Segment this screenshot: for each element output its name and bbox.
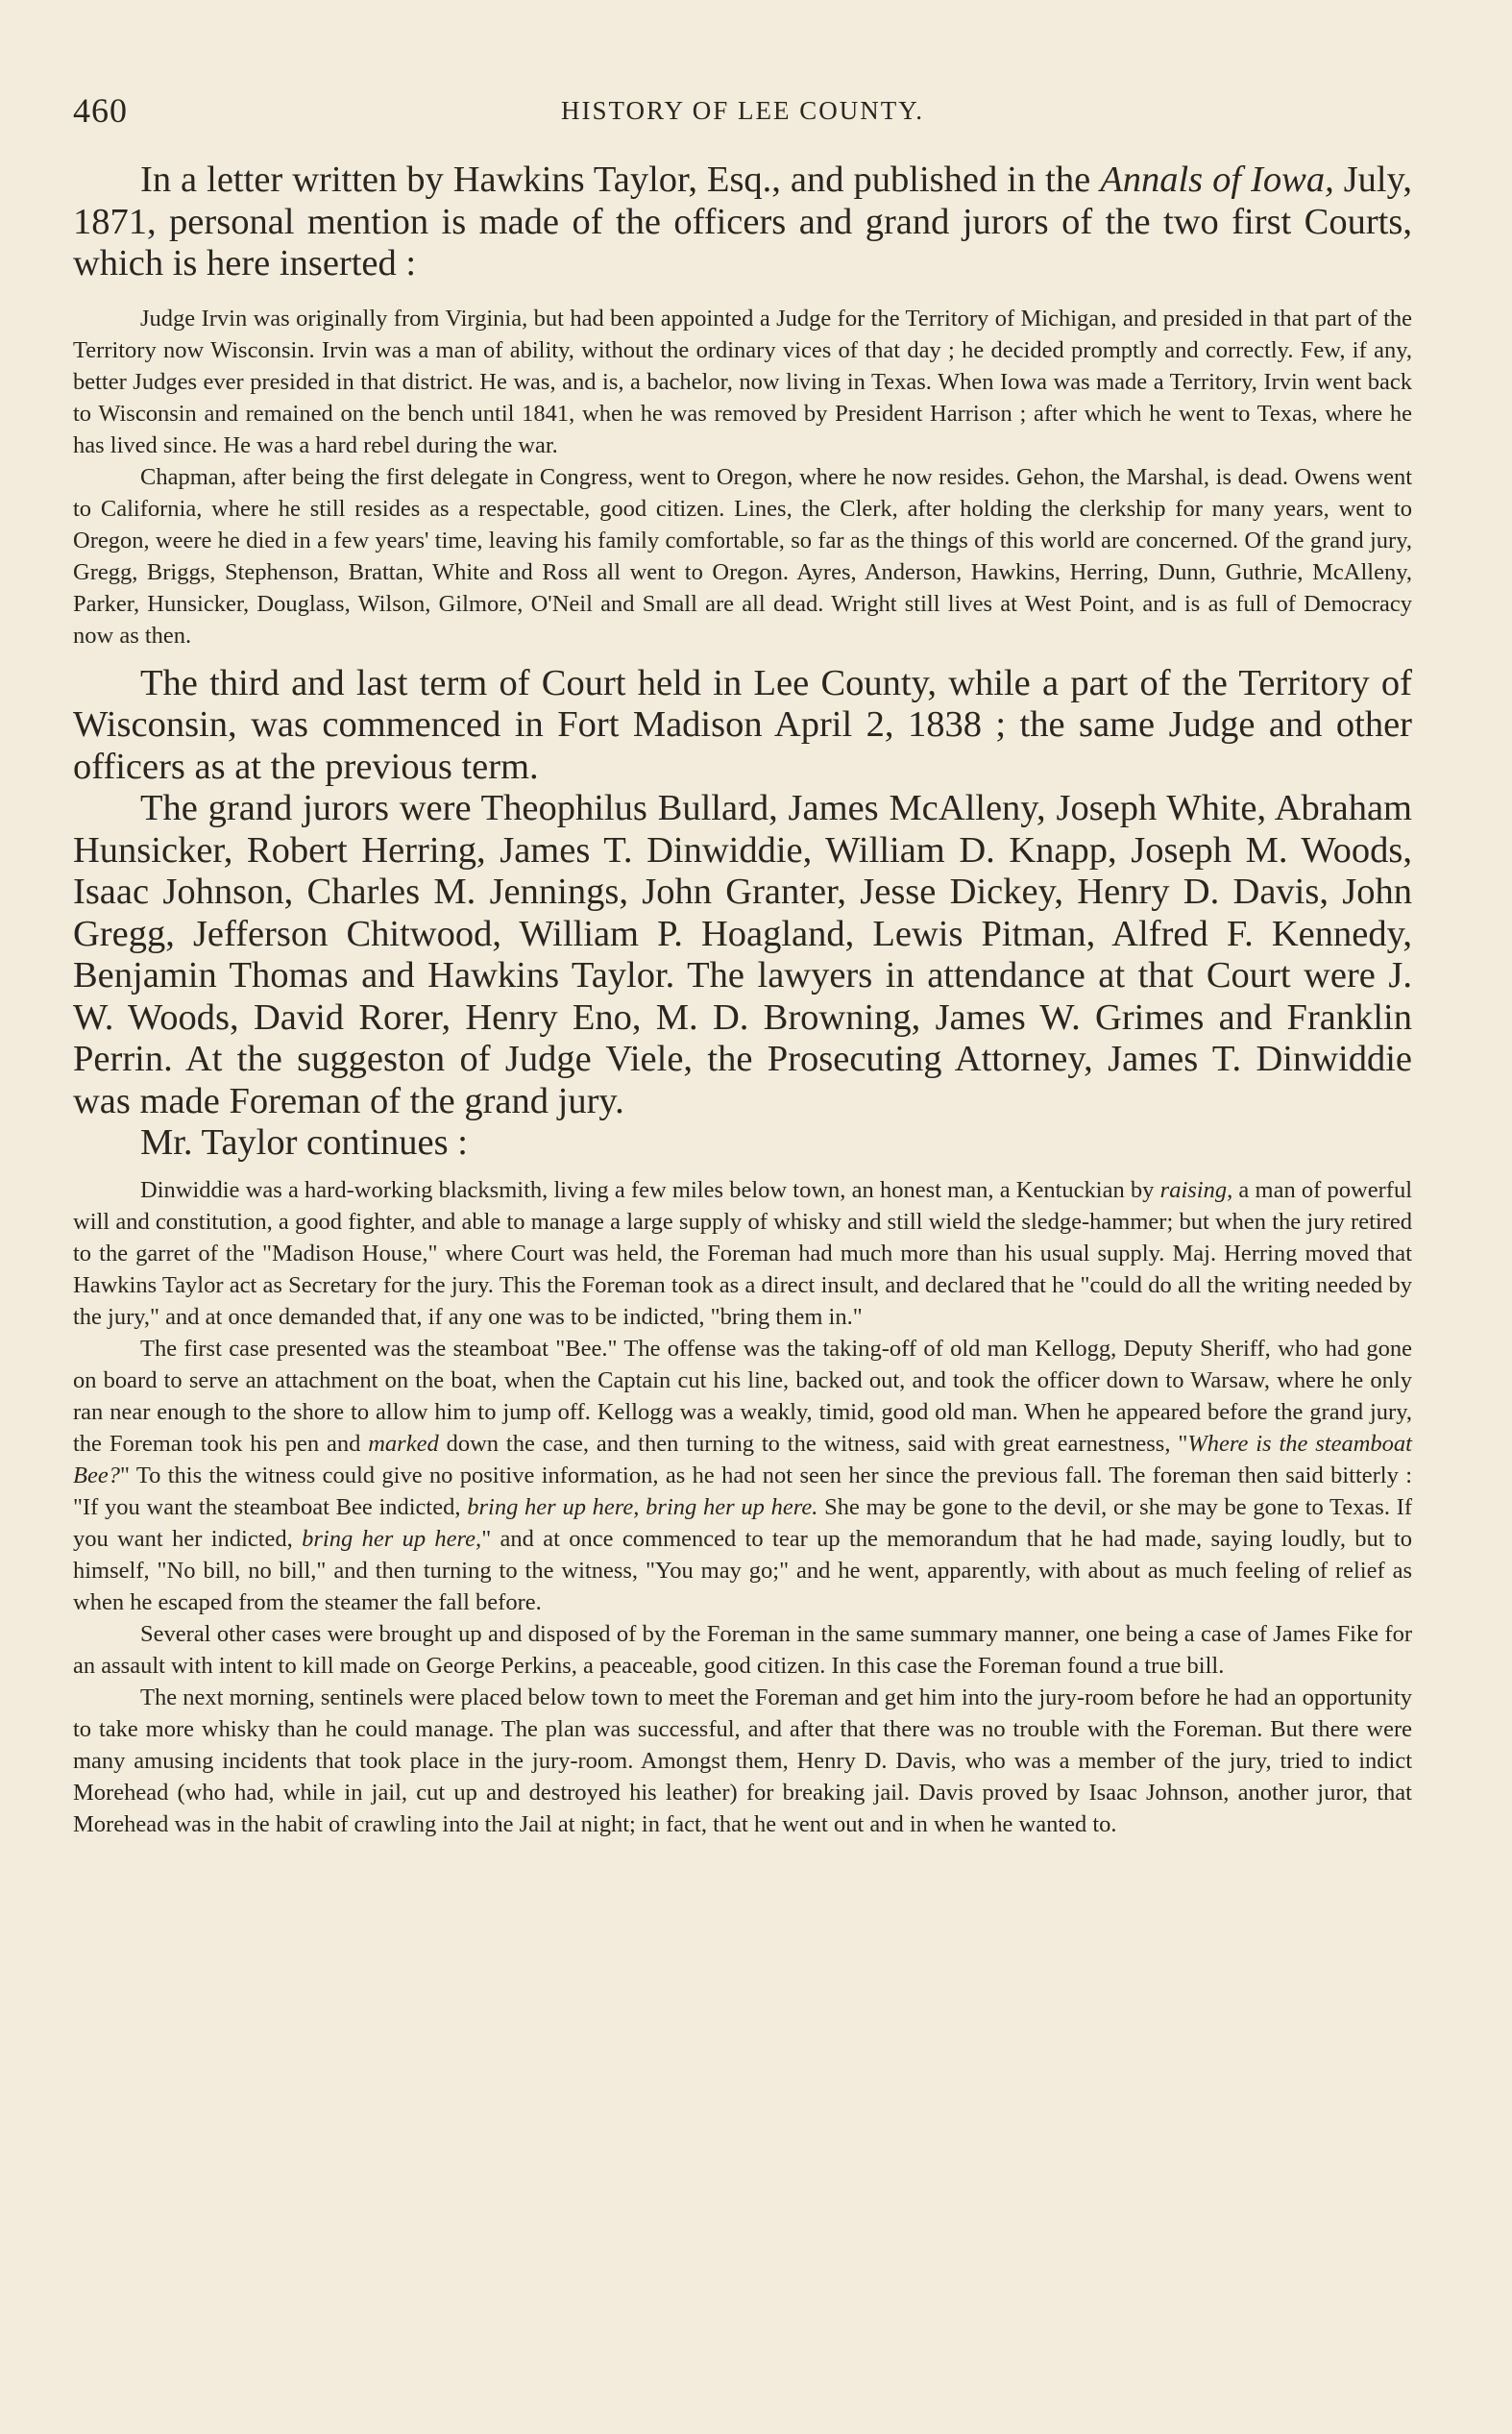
quote-italic: bring her up here, bring her up here. <box>467 1493 818 1520</box>
quote-italic: raising, <box>1159 1176 1233 1203</box>
quote-text: " and at once commenced to tear up the memorandum that he had made, saying loudly, but to himself, "No bill, no bill," and then turning to the witness, "You may go;" and he went, apparently, with about as much feeling of relief as when he escaped from the steamer the fall before. <box>73 1525 1413 1615</box>
intro-italic-title: Annals of Iowa, <box>1100 160 1334 200</box>
running-head: HISTORY OF LEE COUNTY. <box>560 96 925 125</box>
quoted-letter-second <box>73 1174 1412 1840</box>
quote-text: The first case presented was the steamboat "Bee." The offense was the taking-off of old man Kellogg, Deputy Sheriff, who had gone on board to serve an attachment on the boat, when the Captain cut his line, backed out, and took the officer down to Warsaw, where he only ran near enough to the shore to allow him to jump off. Kellogg was a weakly, timid, good old man. When he appeared before the grand jury, the Foreman took his pen and <box>73 1335 1412 1457</box>
page-header <box>73 85 1412 133</box>
intro-paragraph <box>73 160 1412 285</box>
body-paragraph: The grand jurors were Theophilus Bullard, James McAlleny, Joseph White, Abraham Hunsicker, Robert Herring, James T. Dinwiddie, William D. Knapp, Joseph M. Woods, Isaac Johnson, Charles M. Jennings, John Granter, Jesse Dickey, Henry D. Davis, John Gregg, Jefferson Chitwood, William P. Hoagland, Lewis Pitman, Alfred F. Kennedy, Benjamin Thomas and Hawkins Taylor. The lawyers in attendance at that Court were J. W. Woods, David Rorer, Henry Eno, M. D. Browning, James W. Grimes and Franklin Perrin. At the suggeston of Judge Viele, the Prosecuting Attorney, James T. Dinwiddie was made Foreman of the grand jury. <box>73 788 1412 1121</box>
quote-text: a man of powerful will and constitution, a good fighter, and able to manage a large supply of whisky and still wield the sledge-hammer; but when the jury retired to the garret of the "Madison House," where Court was held, the Foreman had much more than his usual supply. Maj. Herring moved that Hawkins Taylor act as Secretary for the jury. This the Foreman took as a direct insult, and declared that he "could do all the writing needed by the jury," and at once demanded that, if any one was to be indicted, "bring them in." <box>73 1176 1412 1330</box>
quote-text: " To this the witness could give no positive information, as he had not seen her since the previous fall. The foreman then said bitterly : "If you want the steamboat Bee indicted, <box>73 1462 1412 1520</box>
page-number: 460 <box>73 91 128 130</box>
quote-italic: Where is the steamboat Bee? <box>73 1430 1412 1488</box>
quote-paragraph <box>73 1174 1412 1333</box>
quote-paragraph: Chapman, after being the first delegate in Congress, went to Oregon, where he now resides. Gehon, the Marshal, is dead. Owens went to California, where he still resides as a respectable, good citizen. Lines, the Clerk, after holding the clerkship for many years, went to Oregon, weere he died in a few years' time, leaving his family comfortable, so far as the things of this world are concerned. Of the grand jury, Gregg, Briggs, Stephenson, Brattan, White and Ross all went to Oregon. Ayres, Anderson, Hawkins, Herring, Dunn, Guthrie, McAlleny, Parker, Hunsicker, Douglass, Wilson, Gilmore, O'Neil and Small are all dead. Wright still lives at West Point, and is as full of Democracy now as then. <box>73 463 1412 649</box>
quote-text: down the case, and then turning to the witness, said with great earnestness, " <box>438 1430 1188 1457</box>
main-text <box>73 663 1412 1165</box>
quoted-letter-first <box>73 303 1412 652</box>
body-paragraph: The third and last term of Court held in Lee County, while a part of the Territory of Wisconsin, was commenced in Fort Madison April 2, 1838 ; the same Judge and other officers as at the previous term. <box>73 662 1412 787</box>
quote-paragraph: The next morning, sentinels were placed below town to meet the Foreman and get him into the jury-room before he had an opportunity to take more whisky than he could manage. The plan was successful, and after that there was no trouble with the Foreman. But there were many amusing incidents that took place in the jury-room. Amongst them, Henry D. Davis, who was a member of the jury, tried to indict Morehead (who had, while in jail, cut up and destroyed his leather) for breaking jail. Davis proved by Isaac Johnson, another juror, that Morehead was in the habit of crawling into the Jail at night; in fact, that he went out and in when he wanted to. <box>73 1684 1412 1837</box>
intro-text-1: In a letter written by Hawkins Taylor, Esq., and published in the <box>140 160 1101 200</box>
quote-italic: marked <box>368 1430 439 1457</box>
intro-text-2: July, 1871, personal mention is made of the officers and grand jurors of the two first Courts, which is here inserted : <box>73 160 1412 283</box>
quote-paragraph: Several other cases were brought up and disposed of by the Foreman in the same summary manner, one being a case of James Fike for an assault with intent to kill made on George Perkins, a peaceable, good citizen. In this case the Foreman found a true bill. <box>73 1620 1412 1679</box>
quote-text: She may be gone to the devil, or she may be gone to Texas. If you want her indicted, <box>73 1493 1413 1552</box>
quote-text: Dinwiddie was a hard-working blacksmith, living a few miles below town, an honest man, a Kentuckian by <box>140 1176 1160 1203</box>
body-paragraph: Mr. Taylor continues : <box>140 1122 468 1163</box>
quote-italic: bring her up here, <box>302 1525 482 1552</box>
quote-paragraph: Judge Irvin was originally from Virginia, but had been appointed a Judge for the Territory of Michigan, and presided in that part of the Territory now Wisconsin. Irvin was a man of ability, without the ordinary vices of that day ; he decided promptly and correctly. Few, if any, better Judges ever presided in that district. He was, and is, a bachelor, now living in Texas. When Iowa was made a Territory, Irvin went back to Wisconsin and remained on the bench until 1841, when he was removed by President Harrison ; after which he went to Texas, where he has lived since. He was a hard rebel during the war. <box>73 305 1412 458</box>
quote-paragraph <box>73 1333 1412 1618</box>
